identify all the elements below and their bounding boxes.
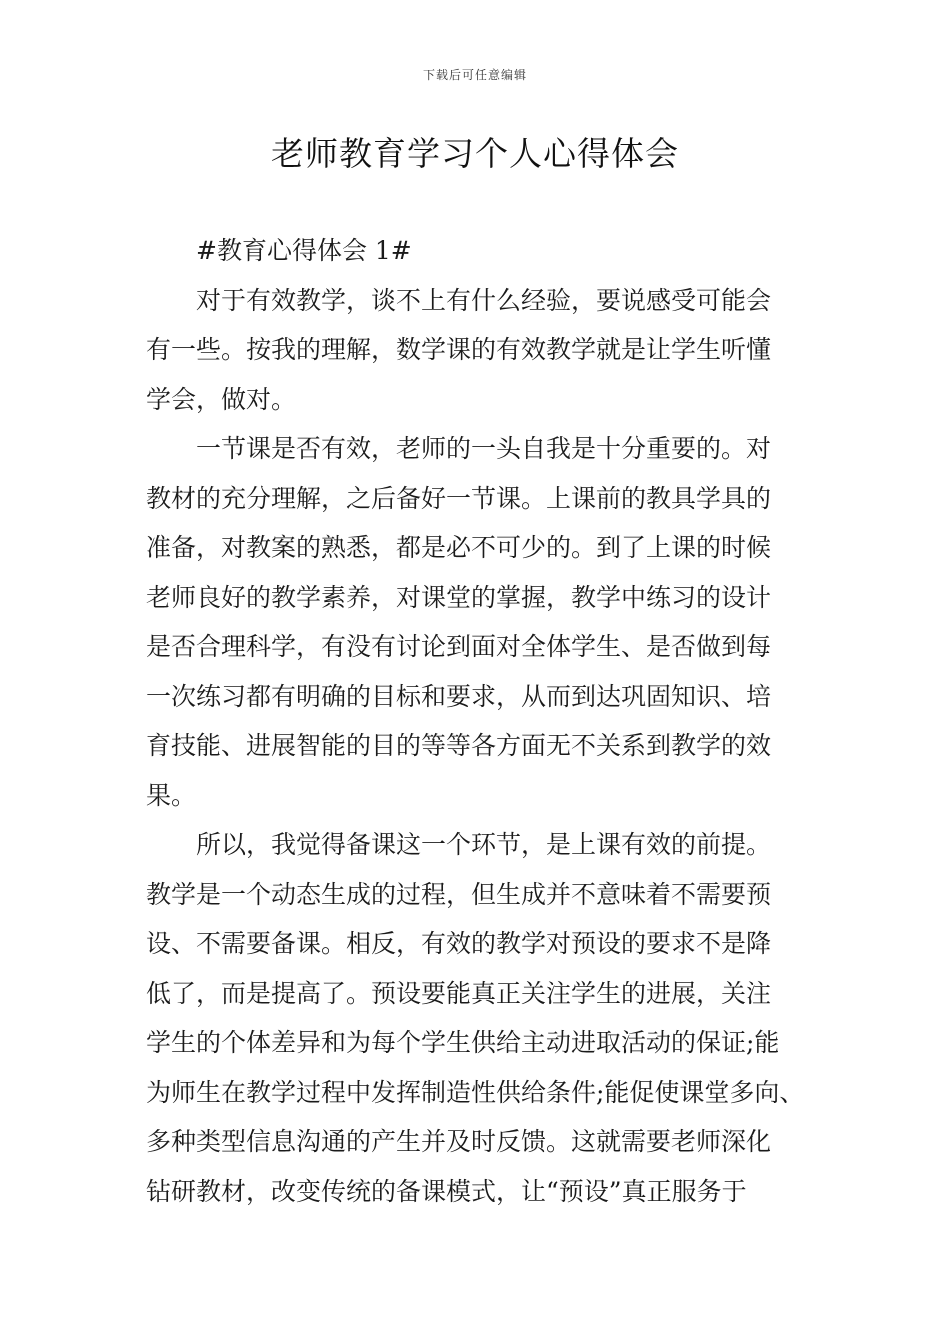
section-heading: #教育心得体会 1# [196,236,412,265]
paragraph-3-line: 低了，而是提高了。预设要能真正关注学生的进展，关注 [146,978,772,1008]
paragraph-3-line: 多种类型信息沟通的产生并及时反馈。这就需要老师深化 [146,1127,772,1156]
paragraph-1-line: 对于有效教学，谈不上有什么经验，要说感受可能会 [196,285,772,315]
paragraph-2-line: 老师良好的教学素养，对课堂的掌握，教学中练习的设计 [146,582,772,612]
paragraph-3-line: 为师生在教学过程中发挥制造性供给条件;能促使课堂多向、 [146,1077,805,1107]
page-title: 老师教育学习个人心得体会 [271,134,679,173]
document-body [146,226,816,1216]
paragraph-2-line: 果。 [146,780,197,810]
paragraph-2-line: 是否合理科学，有没有讨论到面对全体学生、是否做到每 [146,632,772,661]
paragraph-3-line: 学生的个体差异和为每个学生供给主动进取活动的保证;能 [146,1028,780,1057]
paragraph-3-line: 钻研教材，改变传统的备课模式，让“预设”真正服务于 [146,1176,747,1206]
paragraph-3-line: 设、不需要备课。相反，有效的教学对预设的要求不是降 [146,929,772,958]
paragraph-2-line: 准备，对教案的熟悉，都是必不可少的。到了上课的时候 [146,533,772,562]
paragraph-2-line: 一次练习都有明确的目标和要求，从而到达巩固知识、培 [146,681,772,711]
paragraph-1-line: 有一些。按我的理解，数学课的有效教学就是让学生听懂 [146,335,772,364]
paragraph-3-line: 教学是一个动态生成的过程，但生成并不意味着不需要预 [146,879,772,909]
paragraph-3-line: 所以，我觉得备课这一个环节，是上课有效的前提。 [196,830,772,859]
header-note: 下载后可任意编辑 [422,68,527,82]
paragraph-2-line: 育技能、进展智能的目的等等各方面无不关系到教学的效 [146,731,772,760]
paragraph-1-line: 学会，做对。 [146,384,297,414]
paragraph-2-line: 教材的充分理解，之后备好一节课。上课前的教具学具的 [146,483,772,513]
paragraph-2-line: 一节课是否有效，老师的一头自我是十分重要的。对 [196,434,772,463]
